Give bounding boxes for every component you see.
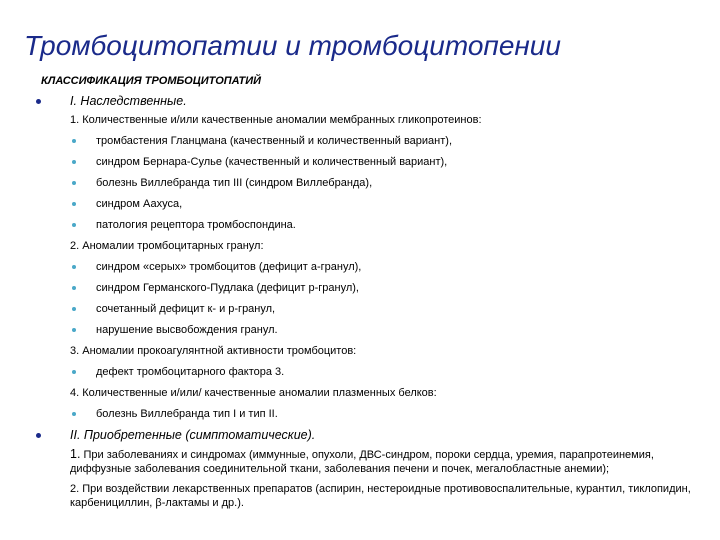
bullet-icon (72, 328, 76, 332)
list-item (36, 218, 706, 232)
group-heading: 3. Аномалии прокоагулянтной активности тромбоцитов: (70, 345, 357, 357)
list-item-text: тромбастения Гланцмана (качественный и количественный вариант), (96, 135, 453, 147)
section-hereditary (36, 94, 706, 108)
bullet-icon (72, 181, 76, 185)
section-acquired (36, 428, 706, 442)
group-heading: 4. Количественные и/или/ качественные аномалии плазменных белков: (70, 387, 437, 399)
slide-title: Тромбоцитопатии и тромбоцитопении (24, 30, 561, 61)
list-item (36, 281, 706, 295)
list-item-text: патология рецептора тромбоспондина. (96, 219, 296, 231)
acquired-paragraph-2: 2. При воздействии лекарственных препаратов (аспирин, нестероидные противовоспалительные, курантил, тиклопидин, карбенициллин, β-лактамы и др.). (70, 483, 691, 509)
paragraph-number: 1. (70, 447, 81, 461)
bullet-icon (36, 433, 41, 438)
list-item (36, 302, 706, 316)
list-item (36, 323, 706, 337)
bullet-icon (36, 99, 41, 104)
bullet-icon (72, 202, 76, 206)
section-label: II. Приобретенные (симптоматические). (70, 428, 316, 442)
bullet-icon (72, 223, 76, 227)
slide-content (36, 74, 706, 517)
list-item-text: синдром Бернара-Сулье (качественный и количественный вариант), (96, 156, 448, 168)
section-label: I. Наследственные. (70, 94, 187, 108)
list-item-text: синдром Аахуса, (96, 198, 183, 210)
list-item-text: дефект тромбоцитарного фактора 3. (96, 366, 285, 378)
bullet-icon (72, 265, 76, 269)
list-item (36, 155, 706, 169)
group-heading: 1. Количественные и/или качественные аномалии мембранных гликопротеинов: (70, 114, 482, 126)
group-heading: 2. Аномалии тромбоцитарных гранул: (70, 240, 264, 252)
paragraph-text: При заболеваниях и синдромах (иммунные, опухоли, ДВС-синдром, пороки сердца, уремия, парапротеинемия, диффузные заболевания соединительной ткани, заболевания печени и почек, мегалобластные анемии); (70, 449, 654, 475)
list-item (36, 197, 706, 211)
list-item-text: болезнь Виллебранда тип III (синдром Виллебранда), (96, 177, 373, 189)
bullet-icon (72, 139, 76, 143)
bullet-icon (72, 307, 76, 311)
list-item (36, 260, 706, 274)
bullet-icon (72, 412, 76, 416)
bullet-icon (72, 370, 76, 374)
list-item (36, 407, 706, 421)
list-item-text: синдром Германского-Пудлака (дефицит р-гранул), (96, 282, 359, 294)
bullet-icon (72, 160, 76, 164)
acquired-paragraph-1 (36, 447, 706, 476)
list-item-text: болезнь Виллебранда тип I и тип II. (96, 408, 278, 420)
list-item (36, 365, 706, 379)
list-item (36, 176, 706, 190)
bullet-icon (72, 286, 76, 290)
list-item-text: нарушение высвобождения гранул. (96, 324, 278, 336)
list-item-text: сочетанный дефицит к- и р-гранул, (96, 303, 276, 315)
list-item (36, 134, 706, 148)
classification-heading: КЛАССИФИКАЦИЯ ТРОМБОЦИТОПАТИЙ (41, 75, 262, 87)
list-item-text: синдром «серых» тромбоцитов (дефицит а-гранул), (96, 261, 362, 273)
